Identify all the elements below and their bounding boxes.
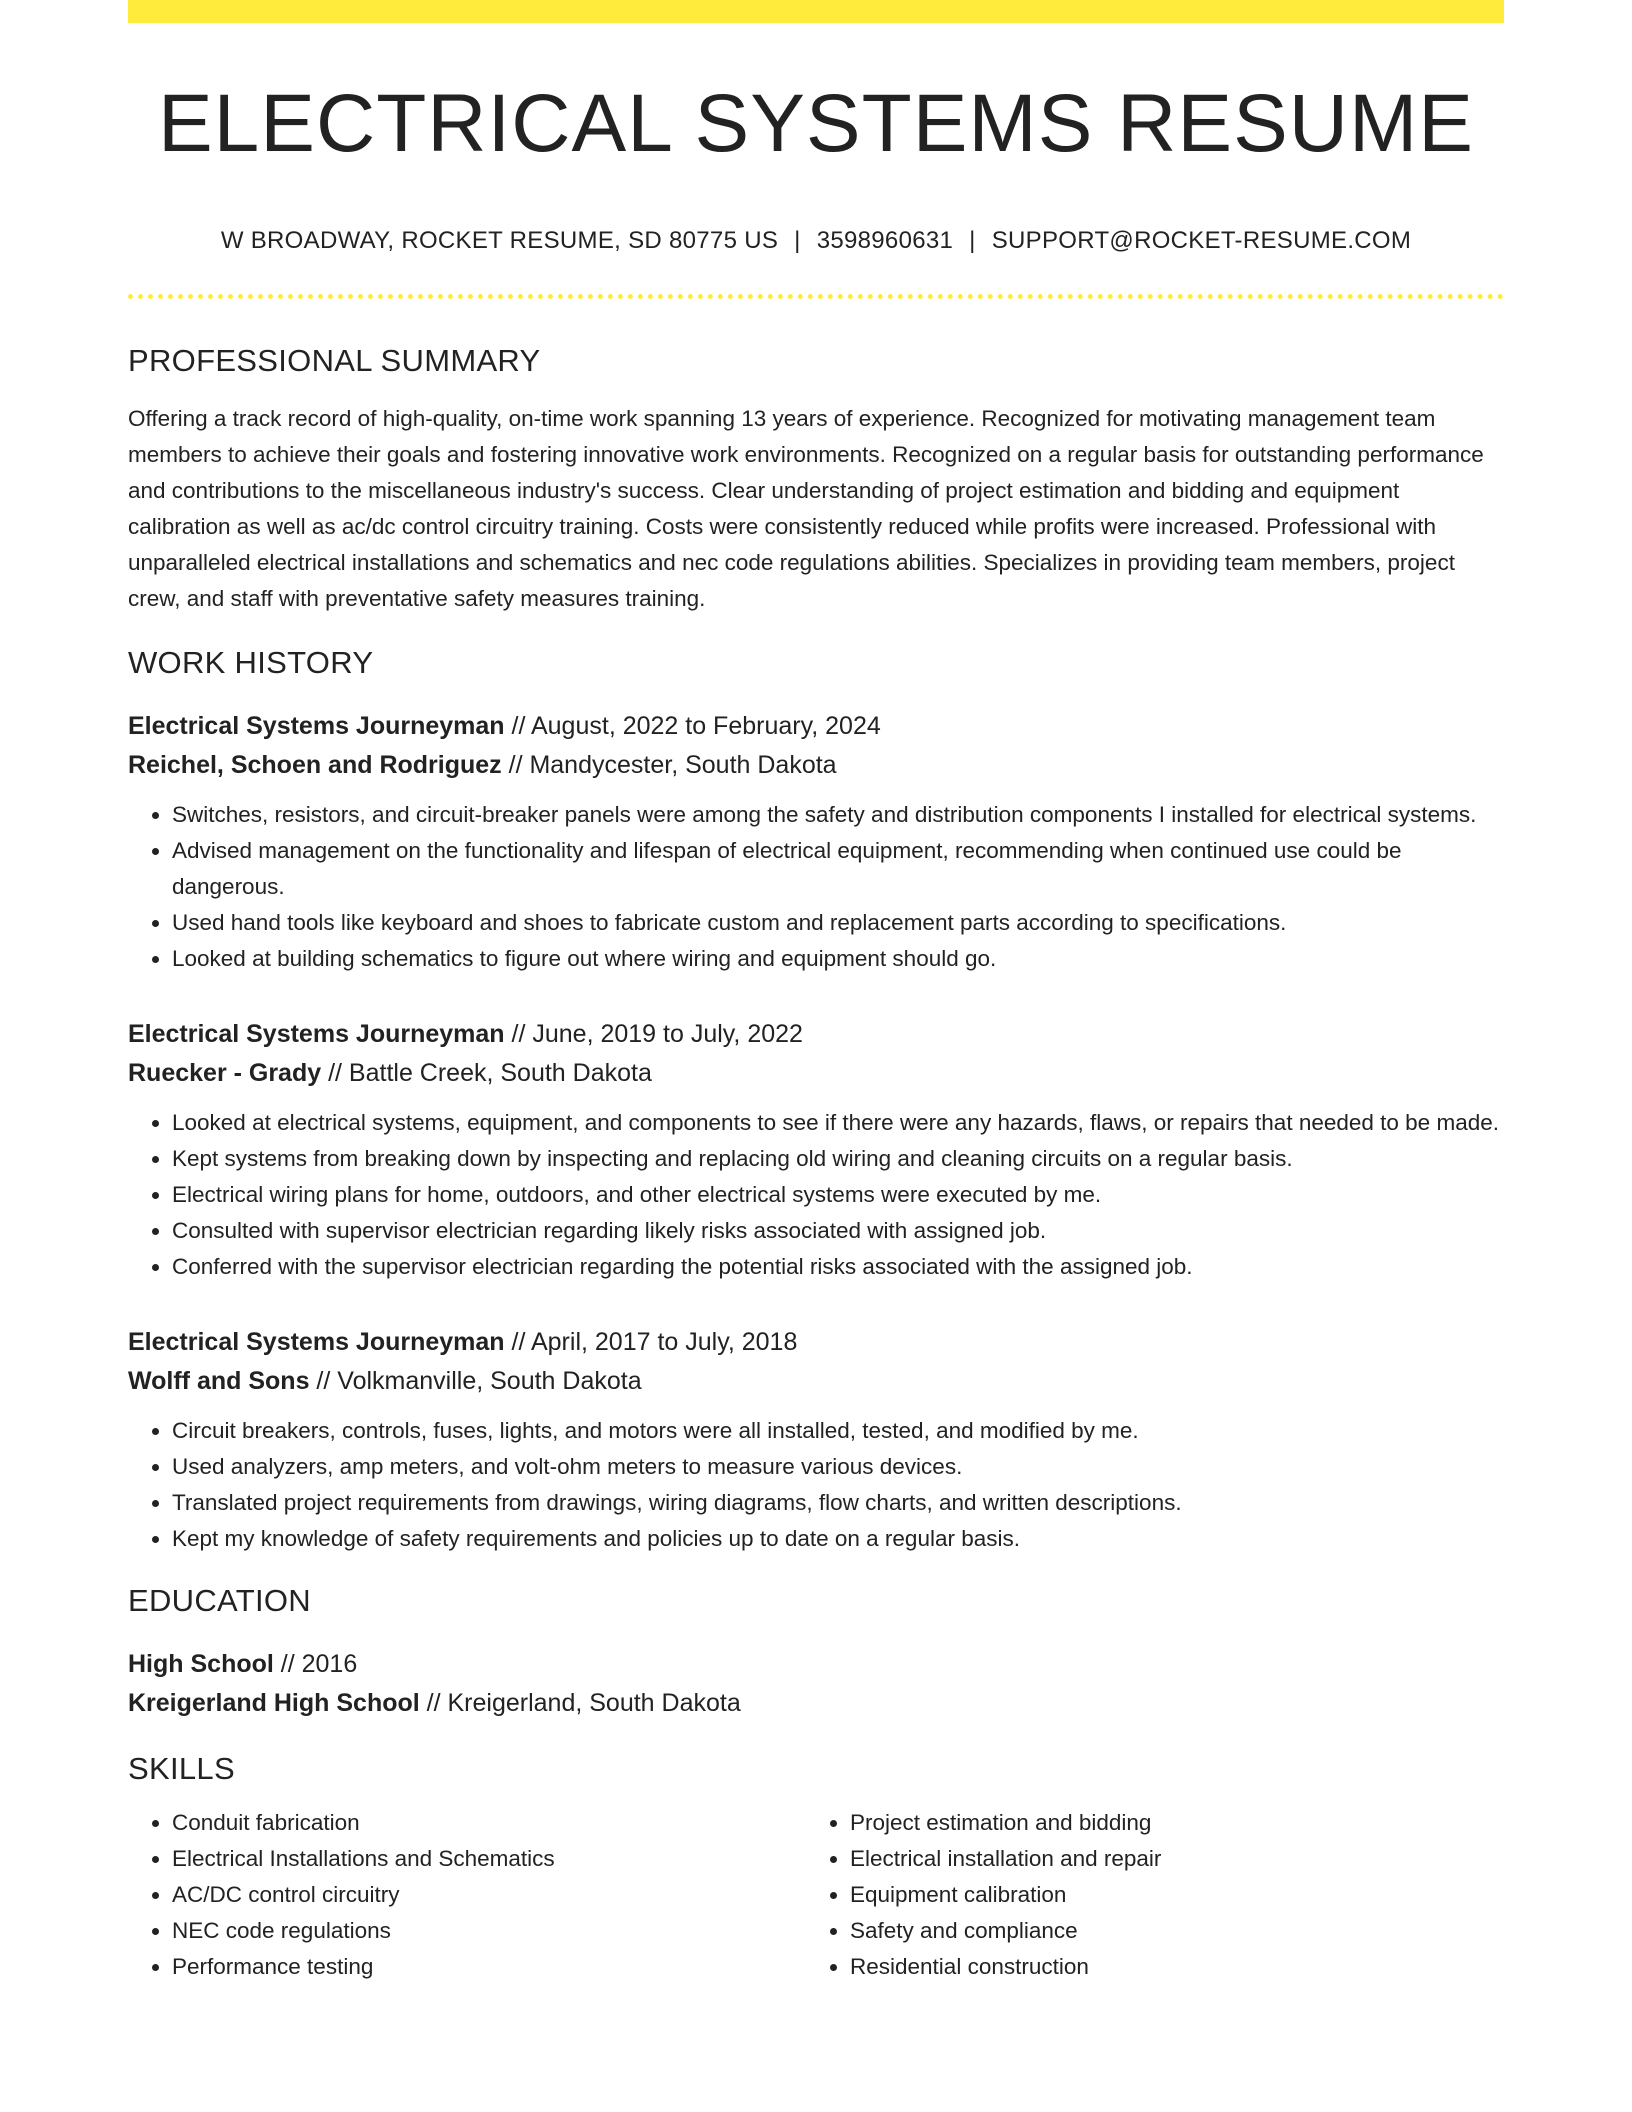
- job-bullet: • Translated project requirements from drawings, wiring diagrams, flow charts, and written descriptions.: [172, 1485, 1504, 1521]
- job-role-line: [128, 1015, 1504, 1054]
- job-bullet: • Kept systems from breaking down by inspecting and replacing old wiring and cleaning circuits on a regular basis.: [172, 1141, 1504, 1177]
- job-company: Ruecker - Grady: [128, 1059, 322, 1088]
- job-company: Wolff and Sons: [128, 1367, 310, 1396]
- education-location: // Kreigerland, South Dakota: [419, 1689, 741, 1718]
- job-bullet: • Switches, resistors, and circuit-breaker panels were among the safety and distribution components I installed for electrical systems.: [172, 797, 1504, 833]
- job-role: Electrical Systems Journeyman: [128, 1328, 505, 1357]
- accent-bar: [128, 0, 1504, 23]
- job-role: Electrical Systems Journeyman: [128, 1020, 505, 1049]
- job-bullet: • Looked at electrical systems, equipment, and components to see if there were any hazards, flaws, or repairs that needed to be made.: [172, 1105, 1504, 1141]
- job-bullets: [128, 797, 1504, 977]
- job-entry: [128, 707, 1504, 977]
- job-location: // Volkmanville, South Dakota: [309, 1367, 642, 1396]
- contact-address: W BROADWAY, ROCKET RESUME, SD 80775 US: [220, 227, 779, 255]
- education-degree-line: [128, 1645, 1504, 1684]
- job-company-line: [128, 746, 1504, 785]
- job-bullet: • Consulted with supervisor electrician regarding likely risks associated with assigned job.: [172, 1213, 1504, 1249]
- work-history-heading: WORK HISTORY: [128, 645, 374, 681]
- job-role-line: [128, 1323, 1504, 1362]
- job-dates: // June, 2019 to July, 2022: [504, 1020, 803, 1049]
- contact-phone: 3598960631: [816, 227, 954, 255]
- job-bullet: • Looked at building schematics to figure out where wiring and equipment should go.: [172, 941, 1504, 977]
- education-degree: High School: [128, 1650, 274, 1679]
- resume-title: ELECTRICAL SYSTEMS RESUME: [157, 78, 1475, 169]
- job-dates: // August, 2022 to February, 2024: [504, 712, 881, 741]
- skill-item: • Conduit fabrication: [172, 1805, 806, 1841]
- job-bullet: • Kept my knowledge of safety requirements and policies up to date on a regular basis.: [172, 1521, 1504, 1557]
- skill-item: • Electrical installation and repair: [850, 1841, 1484, 1877]
- job-location: // Battle Creek, South Dakota: [321, 1059, 652, 1088]
- job-entry: [128, 1015, 1504, 1285]
- skills-column-right: [806, 1805, 1484, 1985]
- skill-item: • AC/DC control circuitry: [172, 1877, 806, 1913]
- job-company-line: [128, 1362, 1504, 1401]
- skills-grid: [128, 1805, 1504, 1985]
- job-entry: [128, 1323, 1504, 1557]
- job-bullet: • Conferred with the supervisor electrician regarding the potential risks associated with the assigned job.: [172, 1249, 1504, 1285]
- education-year: // 2016: [273, 1650, 358, 1679]
- resume-page: [128, 0, 1504, 1985]
- header-divider: [128, 294, 1504, 299]
- job-company: Reichel, Schoen and Rodriguez: [128, 751, 502, 780]
- job-bullet: • Electrical wiring plans for home, outdoors, and other electrical systems were executed by me.: [172, 1177, 1504, 1213]
- summary-heading: PROFESSIONAL SUMMARY: [128, 343, 541, 379]
- contact-line: [128, 227, 1504, 255]
- skill-item: • Equipment calibration: [850, 1877, 1484, 1913]
- skill-item: • Performance testing: [172, 1949, 806, 1985]
- job-bullets: [128, 1413, 1504, 1557]
- job-bullets: [128, 1105, 1504, 1285]
- contact-email: SUPPORT@ROCKET-RESUME.COM: [991, 227, 1412, 255]
- education-heading: EDUCATION: [128, 1583, 311, 1619]
- education-school: Kreigerland High School: [128, 1689, 420, 1718]
- skills-column-left: [128, 1805, 806, 1985]
- job-bullet: • Advised management on the functionality and lifespan of electrical equipment, recommending when continued use could be dangerous.: [172, 833, 1504, 905]
- skill-item: • Safety and compliance: [850, 1913, 1484, 1949]
- job-dates: // April, 2017 to July, 2018: [504, 1328, 798, 1357]
- contact-separator: |: [969, 227, 976, 255]
- job-bullet: • Circuit breakers, controls, fuses, lights, and motors were all installed, tested, and modified by me.: [172, 1413, 1504, 1449]
- job-location: // Mandycester, South Dakota: [501, 751, 837, 780]
- job-bullet: • Used analyzers, amp meters, and volt-ohm meters to measure various devices.: [172, 1449, 1504, 1485]
- education-school-line: [128, 1684, 1504, 1723]
- job-role-line: [128, 707, 1504, 746]
- skill-item: • Project estimation and bidding: [850, 1805, 1484, 1841]
- skills-heading: SKILLS: [128, 1751, 235, 1787]
- skill-item: • NEC code regulations: [172, 1913, 806, 1949]
- education-entry: [128, 1645, 1504, 1723]
- job-role: Electrical Systems Journeyman: [128, 712, 505, 741]
- job-company-line: [128, 1054, 1504, 1093]
- job-bullet: • Used hand tools like keyboard and shoes to fabricate custom and replacement parts according to specifications.: [172, 905, 1504, 941]
- skill-item: • Electrical Installations and Schematics: [172, 1841, 806, 1877]
- contact-separator: |: [794, 227, 801, 255]
- skill-item: • Residential construction: [850, 1949, 1484, 1985]
- summary-text: Offering a track record of high-quality, on-time work spanning 13 years of experience. Recognized for motivating management team members to achieve their goals and fostering innovative work environments. Recognized on a regular basis for outstanding performance and contributions to the miscellaneous industry's success. Clear understanding of project estimation and bidding and equipment calibration as well as ac/dc control circuitry training. Costs were consistently reduced while profits were increased. Professional with unparalleled electrical installations and schematics and nec code regulations abilities. Specializes in providing team members, project crew, and staff with preventative safety measures training.: [128, 406, 1484, 612]
